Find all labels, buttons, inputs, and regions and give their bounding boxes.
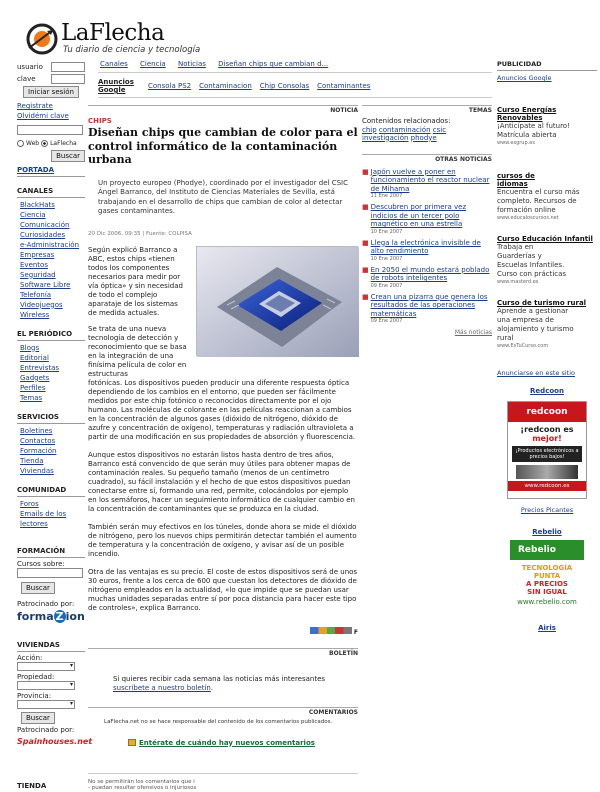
news-link-3[interactable]: Llega la electrónica invisible de alto rendimiento — [370, 238, 481, 255]
nav-boletines[interactable]: Boletines — [20, 426, 53, 435]
bullet-icon: ■ — [362, 167, 369, 176]
ad-link-chip-consolas[interactable]: Chip Consolas — [259, 82, 310, 90]
ad-block-1[interactable] — [497, 106, 597, 146]
more-news-link[interactable]: Más noticias — [454, 329, 492, 336]
ad-link-consola-ps2[interactable]: Consola PS2 — [148, 82, 192, 90]
ad-link-contaminacion[interactable]: Contaminacion — [199, 82, 252, 90]
rebelio-line-2: PUNTA — [533, 572, 561, 580]
forgot-password-link[interactable]: Olvidémi clave — [17, 112, 69, 120]
canales-heading: CANALES — [17, 187, 85, 198]
bullet-icon: ■ — [362, 292, 369, 301]
rebelio-banner[interactable] — [510, 540, 584, 606]
rebelio-url: www.rebelio.com — [517, 598, 577, 606]
nav-editorial[interactable]: Editorial — [20, 353, 49, 362]
list-item — [362, 168, 492, 200]
ad-url-2: www.educaloscursos.net — [497, 215, 559, 221]
nav-entrevistas[interactable]: Entrevistas — [20, 363, 60, 372]
cursos-label: Cursos sobre: — [17, 559, 65, 568]
list-item — [362, 266, 492, 289]
ad-block-4[interactable] — [497, 299, 597, 349]
ad-text-3: Trabaja en Guarderías y Escuelas Infantiles. Curso con prácticas — [497, 243, 567, 278]
breadcrumb-divider — [98, 72, 492, 73]
site-name: LaFlecha — [61, 20, 165, 46]
article-dateline: 20 Dic 2006, 09:35 | Fuente: COLPISA — [88, 230, 192, 237]
temas-tags — [362, 126, 492, 142]
share-bar — [88, 627, 358, 636]
share-icons[interactable] — [310, 627, 352, 634]
redcoon-slogan-2: mejor! — [532, 434, 562, 443]
redcoon-label[interactable]: Redcoon — [530, 387, 564, 395]
tag-chip[interactable]: chip — [362, 125, 377, 134]
ad-text-4: Aprende a gestionar una empresa de alojamiento y turismo rural — [497, 307, 574, 342]
tag-csic[interactable]: csic — [432, 125, 447, 134]
temas-label: TEMAS — [362, 105, 492, 114]
news-link-5[interactable]: Crean una pizarra que genera los resultados de las operaciones matemáticas — [370, 292, 488, 318]
comentarios-disclaimer: LaFlecha.net no se hace responsable del contenido de los comentarios publicados. — [104, 718, 333, 725]
left-sidebar — [17, 62, 93, 792]
news-date-1: 11 Ene 2007 — [370, 193, 403, 199]
tienda-heading: TIENDA — [17, 782, 47, 790]
article-title: Diseñan chips que cambian de color para el control informático de la contaminación urbana — [88, 126, 358, 166]
article-paragraph-3: Aunque estos dispositivos no estarán listos hasta dentro de tres años, Barranco está convencido de que serán muy útiles para obtener mapas de contaminación reales. Su pequeño tamaño (menos de un centímetro cuadrado), su fácil instalación y el hecho de que estos dispositivos puedan conectarse entre sí, formando una red, permite, colocándolos por ejemplo en los semáforos, hacer un seguimiento informático de cualquier cambio en la concentración de contaminantes que se produzca en la ciudad. — [88, 450, 355, 513]
viviendas-sponsor-label: Patrocinado por: — [17, 726, 75, 734]
rebelio-line-3: A PRECIOS — [526, 580, 568, 588]
provincia-label: Provincia: — [17, 692, 52, 700]
precios-picantes-link[interactable]: Precios Picantes — [520, 506, 574, 514]
ad-title-4[interactable]: Curso de turismo rural — [497, 299, 587, 307]
servicios-heading: SERVICIOS — [17, 413, 85, 424]
breadcrumb-ciencia[interactable]: Ciencia — [140, 60, 166, 68]
redcoon-sub: ¡Productos electrónicos a precios bajos! — [512, 446, 582, 462]
redcoon-product-image — [516, 465, 578, 479]
comunidad-list — [17, 499, 85, 529]
search-button[interactable]: Buscar — [51, 150, 85, 162]
site-logo[interactable] — [25, 20, 225, 60]
user-label: usuario — [17, 63, 43, 71]
airis-link[interactable]: Airis — [538, 624, 556, 632]
nav-telefonia[interactable]: Telefonía — [20, 290, 52, 299]
periodico-list — [17, 343, 85, 403]
comentarios-box — [88, 773, 358, 791]
redcoon-banner[interactable] — [507, 401, 587, 499]
otras-noticias-label: OTRAS NOTICIAS — [362, 154, 492, 163]
arrow-logo-icon — [25, 22, 59, 56]
nav-ciencia[interactable]: Ciencia — [20, 210, 46, 219]
news-link-2[interactable]: Descubren por primera vez indicios de un tercer polo magnético en una estrella — [370, 203, 467, 228]
breadcrumb-current[interactable]: Diseñan chips que cambian d... — [218, 60, 329, 68]
bullet-icon: ■ — [362, 265, 369, 274]
viviendas-search-button[interactable]: Buscar — [21, 712, 55, 724]
accion-select[interactable] — [17, 662, 75, 671]
nav-temas[interactable]: Temas — [20, 393, 43, 402]
news-date-4: 09 Ene 2007 — [370, 282, 403, 289]
list-item — [362, 293, 492, 325]
rebelio-line-1: TECNOLOGÍA — [521, 564, 573, 572]
ads-divider — [98, 97, 492, 98]
temas-heading: Contenidos relacionados: — [362, 117, 451, 125]
article-paragraph-4: También serán muy efectivos en los túneles, donde ahora se mide el dióxido de nitrógeno, pero los nuevos chips permitirán detectar también el aumento de temperatura y la concentración de oxígeno, y avisar así de un posible incendio. — [88, 522, 357, 558]
accion-label: Acción: — [17, 654, 43, 662]
search-input[interactable] — [17, 125, 83, 135]
redcoon-brand: redcoon — [508, 402, 586, 422]
list-item — [362, 239, 492, 262]
breadcrumb-canales[interactable]: Canales — [100, 60, 128, 68]
news-date-5: 09 Ene 2007 — [370, 318, 403, 324]
nav-foros[interactable]: Foros — [20, 499, 39, 508]
provincia-select[interactable] — [17, 700, 75, 709]
article-paragraph-2b: fotónicas. Los dispositivos pueden producir una diferente respuesta óptica dependiendo de los cambios en el entorno, que pueden ser fácilmente medidos por este chip fotónico o reconocidos directamente por el ojo humano. Las moléculas de colorante en las películas reaccionan a cambios en la concentración de algunos gases (dióxido de nitrógeno, dióxido de azufre y concentración de oxígeno), temperaturas y radiación ultravioleta a partir de una modificación en sus propiedades de absorción y fluorescencia. — [88, 378, 356, 441]
ad-url-4: www.EsTuCurso.com — [497, 343, 549, 349]
canales-list — [17, 200, 85, 320]
site-tagline: Tu diario de ciencia y tecnología — [63, 45, 201, 55]
formacion-sponsor-label: Patrocinado por: — [17, 600, 75, 608]
google-ads-row — [98, 78, 490, 94]
viviendas-heading: VIVIENDAS — [17, 641, 85, 652]
nav-e-administracion[interactable]: e-Administración — [20, 240, 80, 249]
redcoon-slogan-1: ¡redcoon es — [520, 425, 574, 434]
article-paragraph-5: Otra de las ventajas es su precio. El coste de estos dispositivos será de unos 30 euros, frente a los cerca de 600 que cuestan los detectores de dióxido de nitrógeno empleados en la actualidad, «lo que impide que se puedan usar muchas unidades separadas entre sí por poca distancia para hacer este tipo de controles», explica Barranco. — [88, 567, 358, 612]
news-link-4[interactable]: En 2050 el mundo estará poblado de robots inteligentes — [370, 265, 490, 282]
propiedad-label: Propiedad: — [17, 673, 55, 681]
formazion-logo[interactable]: forma Z ion — [17, 610, 85, 623]
nav-formacion[interactable]: Formación — [20, 446, 57, 455]
ad-title-3[interactable]: Curso Educación Infantil — [497, 235, 593, 243]
related-sidebar — [362, 105, 492, 336]
tag-investigacion[interactable]: investigación — [362, 133, 409, 142]
nav-seguridad[interactable]: Seguridad — [20, 270, 56, 279]
nav-emails-lectores[interactable]: Emails de los lectores — [20, 509, 67, 528]
servicios-list — [17, 426, 85, 476]
news-link-1[interactable]: Japón vuelve a poner en funcionamiento el reactor nuclear de Mihama — [370, 167, 490, 193]
article — [88, 105, 358, 791]
boletin-text: Si quieres recibir cada semana las noticias más interesantes suscríbete a nuestro boletín. — [113, 674, 326, 692]
user-input[interactable] — [51, 62, 85, 72]
article-image — [196, 246, 358, 356]
article-section-label: NOTICIA — [88, 105, 358, 114]
comentarios-label: COMENTARIOS — [88, 707, 358, 716]
ad-text-1: ¡Anticípate al futuro! Matrícula abierta — [497, 122, 570, 139]
spainhouses-logo[interactable]: Spainhouses.net — [17, 737, 93, 746]
nav-contactos[interactable]: Contactos — [20, 436, 56, 445]
bullet-icon: ■ — [362, 238, 369, 247]
google-ads-label[interactable]: Anuncios Google — [98, 78, 134, 94]
boletin-label: BOLETÍN — [88, 648, 358, 657]
password-label: clave — [17, 75, 36, 83]
rebelio-brand: Rebelio — [510, 540, 584, 560]
nav-eventos[interactable]: Eventos — [20, 260, 48, 269]
nav-wireless[interactable]: Wireless — [20, 310, 50, 319]
article-kicker: CHIPS — [88, 117, 112, 125]
ad-text-2: Encuentra el curso más completo. Recursos de formación online — [497, 188, 580, 214]
share-letter[interactable]: F — [353, 628, 358, 636]
login-button[interactable]: Iniciar sesión — [23, 86, 79, 98]
ad-url-1: www.esgrup.es — [497, 140, 535, 146]
nav-empresas[interactable]: Empresas — [20, 250, 55, 259]
advertise-link[interactable]: Anunciarse en este sitio — [497, 369, 575, 377]
portada-link[interactable]: PORTADA — [17, 166, 85, 177]
news-date-3: 10 Ene 2007 — [370, 255, 403, 262]
nav-comunicacion[interactable]: Comunicación — [20, 220, 70, 229]
ad-link-contaminantes[interactable]: Contaminantes — [317, 82, 371, 90]
comentarios-notify-link[interactable]: Entérate de cuándo hay nuevos comentarios — [88, 739, 358, 747]
rebelio-line-4: SIN IGUAL — [527, 588, 567, 596]
nav-blackhats[interactable]: BlackHats — [20, 200, 55, 209]
chevron-down-icon: ▾ — [69, 681, 73, 688]
redcoon-url: www.redcoon.es — [508, 481, 586, 491]
ad-block-3[interactable] — [497, 235, 597, 285]
otras-noticias-list — [362, 168, 492, 325]
boletin-subscribe-link[interactable]: suscríbete a nuestro boletín — [113, 683, 211, 692]
breadcrumb-noticias[interactable]: Noticias — [177, 60, 206, 68]
nav-curiosidades[interactable]: Curiosidades — [20, 230, 66, 239]
nav-gadgets[interactable]: Gadgets — [20, 373, 50, 382]
register-link[interactable]: Registrate — [17, 102, 53, 110]
nav-videojuegos[interactable]: Videojuegos — [20, 300, 63, 309]
nav-blogs[interactable]: Blogs — [20, 343, 40, 352]
nav-software-libre[interactable]: Software Libre — [20, 280, 71, 289]
comentarios-note-1: No se permitirán los comentarios que i — [88, 778, 195, 785]
chevron-down-icon: ▾ — [69, 700, 73, 707]
tag-contaminacion[interactable]: contaminación — [378, 125, 431, 134]
tag-phodye[interactable]: phodye — [410, 133, 437, 142]
breadcrumb — [100, 60, 492, 68]
chevron-down-icon: ▾ — [69, 662, 73, 669]
radio-site-label: LaFlecha — [50, 139, 77, 147]
list-item — [362, 203, 492, 235]
comment-icon — [128, 739, 136, 746]
periodico-heading: EL PERIÓDICO — [17, 330, 85, 341]
formacion-heading: FORMACIÓN — [17, 547, 85, 558]
ad-url-3: www.masterd.es — [497, 279, 539, 285]
cursos-input[interactable] — [17, 568, 83, 578]
nav-viviendas[interactable]: Viviendas — [20, 466, 54, 475]
google-ads-link[interactable]: Anuncios Google — [497, 74, 552, 82]
radio-web-label: Web — [26, 139, 40, 147]
article-paragraph-2a: Se trata de una nueva tecnología de detección y reconocimiento que se basa en la integración de una finísima película de color en estructuras — [88, 324, 187, 378]
radio-web[interactable] — [17, 140, 24, 147]
ad-title-1[interactable]: Curso Energías Renovables — [497, 106, 557, 122]
publicidad-label: PUBLICIDAD — [497, 60, 597, 71]
nav-tienda[interactable]: Tienda — [20, 456, 44, 465]
news-date-2: 10 Ene 2007 — [370, 228, 403, 235]
ad-title-2[interactable]: cursos de idiomas — [497, 172, 535, 188]
radio-site[interactable] — [41, 140, 48, 147]
ad-block-2[interactable] — [497, 172, 597, 221]
rebelio-label[interactable]: Rebelio — [532, 528, 562, 536]
ads-sidebar — [497, 60, 597, 632]
password-input[interactable] — [51, 74, 85, 84]
bullet-icon: ■ — [362, 203, 369, 211]
article-paragraph-1: Según explicó Barranco a ABC, estos chips «tienen todos los componentes necesarios para medir por vía óptica» y sin necesidad de todo el complejo aparataje de los sistemas de medida actuales. — [88, 245, 183, 317]
chip-image-icon — [197, 247, 359, 357]
article-lead: Un proyecto europeo (Phodye), coordinado por el investigador del CSIC Ángel Barranco, del Instituto de Ciencias Materiales de Sevilla, está trabajando en el desarrollo de chips que cambian de color al detectar gases contaminantes. — [98, 178, 349, 215]
cursos-search-button[interactable]: Buscar — [21, 582, 55, 594]
comentarios-note-2: - puedan resultar ofensivos o injuriosos — [88, 784, 197, 791]
propiedad-select[interactable] — [17, 681, 75, 690]
nav-perfiles[interactable]: Perfiles — [20, 383, 46, 392]
comunidad-heading: COMUNIDAD — [17, 486, 85, 497]
